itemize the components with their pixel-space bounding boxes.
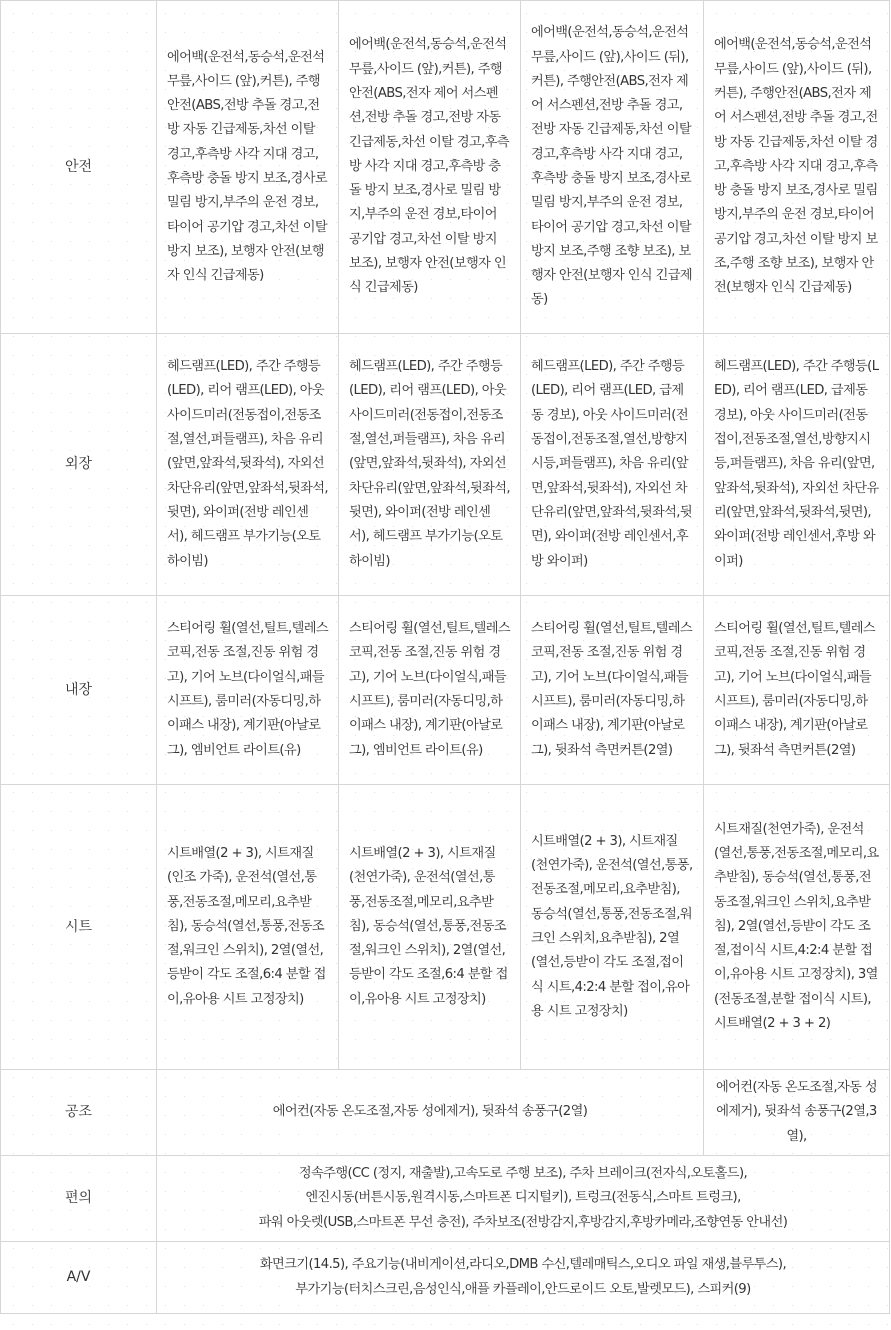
- row-label-seat: 시트: [1, 785, 157, 1070]
- spec-line: 정속주행(CC (정지, 재출발),고속도로 주행 보조), 주차 브레이크(전자식,오토홀드),: [298, 1166, 748, 1182]
- row-exterior: [1, 334, 890, 596]
- row-label-exterior: 외장: [1, 334, 157, 596]
- row-seat: [1, 785, 890, 1070]
- spec-line: 부가기능(터치스크린,음성인식,애플 카플레이,안드로이드 오토,발렛모드), 스피커(9): [295, 1281, 751, 1297]
- spec-cell: 스티어링 휠(열선,틸트,텔레스코픽,전동 조절,진동 위험 경고), 기어 노브(다이얼식,패들 시프트), 룸미러(자동디밍,하이패스 내장), 계기판(아날로그), 뒷좌석 측면커튼(2열): [521, 596, 704, 785]
- spec-cell: 에어백(운전석,동승석,운전석 무릎,사이드 (앞),사이드 (뒤),커튼), 주행안전(ABS,전자 제어 서스펜션,전방 추돌 경고,전방 자동 긴급제동,차선 이탈 경고,후측방 사각 지대 경고,후측방 충돌 방지 보조,경사로 밀림 방지,부주의 운전 경보,타이어 공기압 경고,차선 이탈 방지 보조,주행 조향 보조), 보행자 안전(보행자 인식 긴급제동): [704, 1, 890, 334]
- spec-cell: 스티어링 휠(열선,틸트,텔레스코픽,전동 조절,진동 위험 경고), 기어 노브(다이얼식,패들 시프트), 룸미러(자동디밍,하이패스 내장), 계기판(아날로그), 뒷좌석 측면커튼(2열): [704, 596, 890, 785]
- spec-cell-merged: 에어컨(자동 온도조절,자동 성에제거), 뒷좌석 송풍구(2열): [157, 1070, 704, 1156]
- spec-line: 파워 아웃렛(USB,스마트폰 무선 충전), 주차보조(전방감지,후방감지,후방카메라,조향연동 안내선): [258, 1214, 788, 1230]
- spec-cell: 시트배열(2 + 3), 시트재질(천연가죽), 운전석(열선,통풍,전동조절,메모리,요추받침), 동승석(열선,통풍,전동조절,워크인 스위치), 2열(열선,등받이 각도 조절,6:4 분할 접이,유아용 시트 고정장치): [339, 785, 521, 1070]
- row-climate: [1, 1070, 890, 1156]
- row-convenience: [1, 1156, 890, 1242]
- spec-cell: 에어백(운전석,동승석,운전석 무릎,사이드 (앞),커튼), 주행안전(ABS,전방 추돌 경고,전방 자동 긴급제동,차선 이탈 경고,후측방 사각 지대 경고,후측방 충돌 방지 보조,경사로 밀림 방지,부주의 운전 경보,타이어 공기압 경고,차선 이탈 방지 보조), 보행자 안전(보행자 인식 긴급제동): [157, 1, 339, 334]
- row-av: [1, 1242, 890, 1314]
- row-label-interior: 내장: [1, 596, 157, 785]
- spec-cell: 헤드램프(LED), 주간 주행등(LED), 리어 램프(LED, 급제동 경보), 아웃 사이드미러(전동접이,전동조절,열선,방향지시등,퍼들램프), 차음 유리(앞면,앞좌석,뒷좌석), 자외선 차단유리(앞면,앞좌석,뒷좌석,뒷면), 와이퍼(전방 레인센서,후방 와이퍼): [704, 334, 890, 596]
- spec-cell: 헤드램프(LED), 주간 주행등(LED), 리어 램프(LED), 아웃 사이드미러(전동접이,전동조절,열선,퍼들램프), 차음 유리(앞면,앞좌석,뒷좌석), 자외선 차단유리(앞면,앞좌석,뒷좌석,뒷면), 와이퍼(전방 레인센서), 헤드램프 부가기능(오토 하이빔): [339, 334, 521, 596]
- spec-cell-merged: [157, 1156, 890, 1242]
- row-label-safety: 안전: [1, 1, 157, 334]
- row-label-climate: 공조: [1, 1070, 157, 1156]
- spec-cell: 에어컨(자동 온도조절,자동 성에제거), 뒷좌석 송풍구(2열,3열),: [704, 1070, 890, 1156]
- row-safety: [1, 1, 890, 334]
- row-interior: [1, 596, 890, 785]
- spec-cell: 시트재질(천연가죽), 운전석(열선,통풍,전동조절,메모리,요추받침), 동승석(열선,통풍,전동조절,워크인 스위치,요추받침), 2열(열선,등받이 각도 조절,접이식 시트,4:2:4 분할 접이,유아용 시트 고정장치), 3열(전동조절,분할 접이식 시트), 시트배열(2 + 3 + 2): [704, 785, 890, 1070]
- spec-cell: 스티어링 휠(열선,틸트,텔레스코픽,전동 조절,진동 위험 경고), 기어 노브(다이얼식,패들 시프트), 룸미러(자동디밍,하이패스 내장), 계기판(아날로그), 엠비언트 라이트(유): [157, 596, 339, 785]
- spec-cell: 시트배열(2 + 3), 시트재질(천연가죽), 운전석(열선,통풍,전동조절,메모리,요추받침), 동승석(열선,통풍,전동조절,워크인 스위치,요추받침), 2열(열선,등받이 각도 조절,접이식 시트,4:2:4 분할 접이,유아용 시트 고정장치): [521, 785, 704, 1070]
- row-label-av: A/V: [1, 1242, 157, 1314]
- spec-cell-merged: [157, 1242, 890, 1314]
- spec-cell: 에어백(운전석,동승석,운전석 무릎,사이드 (앞),커튼), 주행안전(ABS,전자 제어 서스펜션,전방 추돌 경고,전방 자동 긴급제동,차선 이탈 경고,후측방 사각 지대 경고,후측방 충돌 방지 보조,경사로 밀림 방지,부주의 운전 경보,타이어 공기압 경고,차선 이탈 방지 보조), 보행자 안전(보행자 인식 긴급제동): [339, 1, 521, 334]
- spec-cell: 스티어링 휠(열선,틸트,텔레스코픽,전동 조절,진동 위험 경고), 기어 노브(다이얼식,패들 시프트), 룸미러(자동디밍,하이패스 내장), 계기판(아날로그), 엠비언트 라이트(유): [339, 596, 521, 785]
- spec-line: 엔진시동(버튼시동,원격시동,스마트폰 디지털키), 트렁크(전동식,스마트 트렁크),: [305, 1190, 741, 1206]
- spec-cell: 에어백(운전석,동승석,운전석 무릎,사이드 (앞),사이드 (뒤),커튼), 주행안전(ABS,전자 제어 서스펜션,전방 추돌 경고,전방 자동 긴급제동,차선 이탈 경고,후측방 사각 지대 경고,후측방 충돌 방지 보조,경사로 밀림 방지,부주의 운전 경보,타이어 공기압 경고,차선 이탈 방지 보조,주행 조향 보조), 보행자 안전(보행자 인식 긴급제동): [521, 1, 704, 334]
- row-label-convenience: 편의: [1, 1156, 157, 1242]
- spec-cell: 헤드램프(LED), 주간 주행등(LED), 리어 램프(LED, 급제동 경보), 아웃 사이드미러(전동접이,전동조절,열선,방향지시등,퍼들램프), 차음 유리(앞면,앞좌석,뒷좌석), 자외선 차단유리(앞면,앞좌석,뒷좌석,뒷면), 와이퍼(전방 레인센서,후방 와이퍼): [521, 334, 704, 596]
- spec-cell: 시트배열(2 + 3), 시트재질(인조 가죽), 운전석(열선,통풍,전동조절,메모리,요추받침), 동승석(열선,통풍,전동조절,워크인 스위치), 2열(열선,등받이 각도 조절,6:4 분할 접이,유아용 시트 고정장치): [157, 785, 339, 1070]
- spec-cell: 헤드램프(LED), 주간 주행등(LED), 리어 램프(LED), 아웃 사이드미러(전동접이,전동조절,열선,퍼들램프), 차음 유리(앞면,앞좌석,뒷좌석), 자외선 차단유리(앞면,앞좌석,뒷좌석,뒷면), 와이퍼(전방 레인센서), 헤드램프 부가기능(오토 하이빔): [157, 334, 339, 596]
- spec-line: 화면크기(14.5), 주요기능(내비게이션,라디오,DMB 수신,텔레매틱스,오디오 파일 재생,블루투스),: [259, 1257, 787, 1273]
